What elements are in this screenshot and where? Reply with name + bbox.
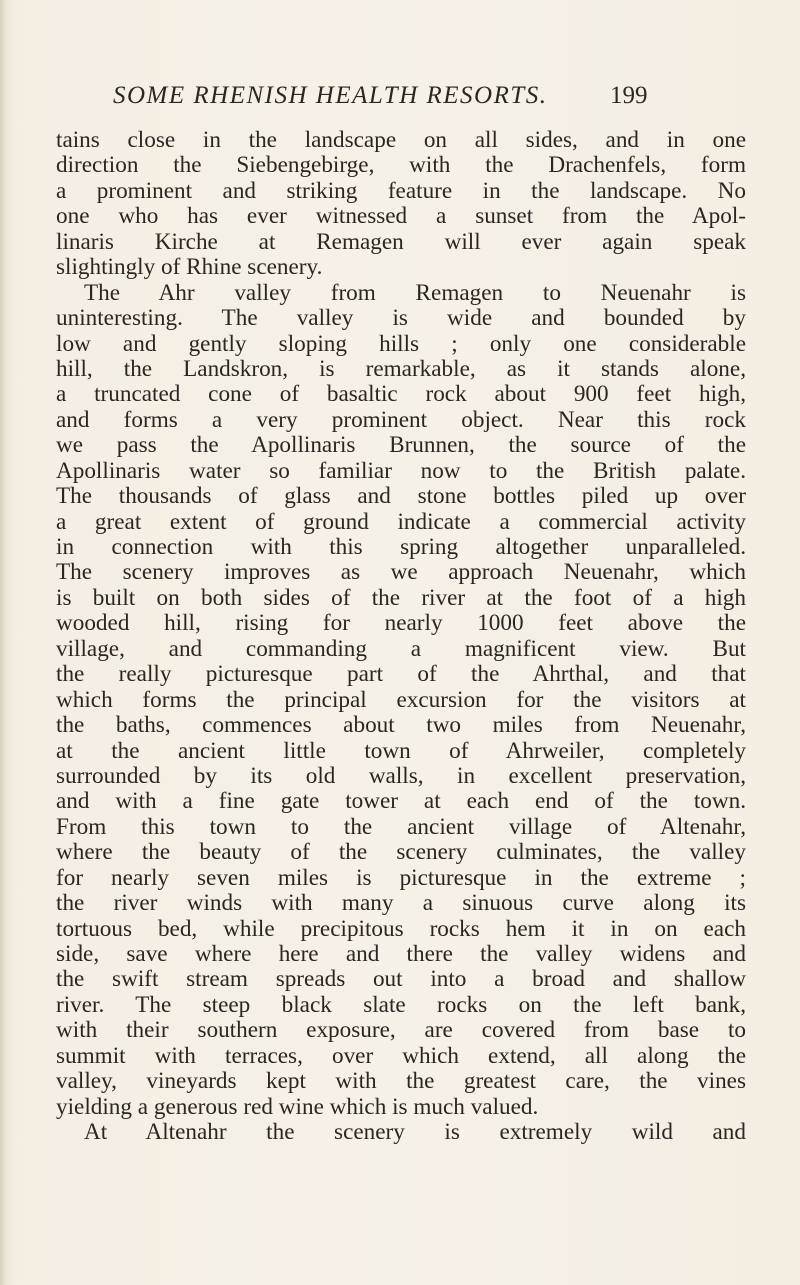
text-line: tains close in the landscape on all sides, and in one: [56, 127, 746, 153]
text-line: linaris Kirche at Remagen will ever again speak: [56, 228, 746, 255]
text-line: wooded hill, rising for nearly 1000 feet above the: [56, 610, 746, 637]
text-line: a great extent of ground indicate a commercial activity: [56, 508, 746, 535]
text-line: valley, vineyards kept with the greatest care, the vines: [56, 1068, 746, 1095]
text-line: a prominent and striking feature in the landscape. No: [56, 177, 746, 204]
text-line: the baths, commences about two miles from Neuenahr,: [56, 712, 746, 739]
running-title: SOME RHENISH HEALTH RESORTS.: [113, 82, 548, 109]
text-line: at the ancient little town of Ahrweiler, completely: [56, 737, 746, 764]
text-line: Apollinaris water so familiar now to the British palate.: [56, 457, 746, 484]
text-line: tortuous bed, while precipitous rocks hem it in on each: [56, 915, 746, 942]
text-line: From this town to the ancient village of Altenahr,: [56, 813, 746, 840]
page-number: 199: [610, 82, 648, 109]
text-line: the swift stream spreads out into a broad and shallow: [56, 966, 746, 993]
text-line: side, save where here and there the valley widens and: [56, 941, 746, 967]
text-line: yielding a generous red wine which is much valued.: [56, 1093, 539, 1120]
text-line: hill, the Landskron, is remarkable, as it stands alone,: [56, 355, 746, 382]
text-line: The thousands of glass and stone bottles piled up over: [56, 483, 746, 510]
text-line: The scenery improves as we approach Neuenahr, which: [56, 559, 746, 586]
text-line-paragraph-start: The Ahr valley from Remagen to Neuenahr is: [84, 279, 746, 306]
text-line-paragraph-start: At Altenahr the scenery is extremely wild and: [84, 1119, 746, 1146]
text-line: surrounded by its old walls, in excellent preservation,: [56, 762, 746, 789]
body-text: [56, 128, 746, 1146]
page-gutter-shadow: [0, 0, 6, 1285]
text-line: village, and commanding a magnificent view. But: [56, 635, 746, 662]
text-line: and with a fine gate tower at each end of the town.: [56, 788, 746, 815]
running-head: [0, 82, 800, 112]
text-line: which forms the principal excursion for the visitors at: [56, 686, 746, 713]
text-line: is built on both sides of the river at the foot of a high: [56, 584, 746, 611]
text-line: slightingly of Rhine scenery.: [56, 254, 323, 281]
text-line: the river winds with many a sinuous curve along its: [56, 890, 746, 917]
text-line: and forms a very prominent object. Near this rock: [56, 406, 746, 433]
text-line: river. The steep black slate rocks on the left bank,: [56, 991, 746, 1018]
text-line: the really picturesque part of the Ahrthal, and that: [56, 661, 746, 688]
text-line: direction the Siebengebirge, with the Drachenfels, form: [56, 152, 746, 179]
text-line: for nearly seven miles is picturesque in the extreme ;: [56, 864, 746, 891]
text-line: we pass the Apollinaris Brunnen, the source of the: [56, 432, 746, 459]
text-line: one who has ever witnessed a sunset from the Apol-: [56, 203, 746, 230]
text-line: uninteresting. The valley is wide and bounded by: [56, 305, 746, 332]
text-line: low and gently sloping hills ; only one considerable: [56, 330, 746, 357]
text-line: where the beauty of the scenery culminates, the valley: [56, 839, 746, 866]
text-line: with their southern exposure, are covered from base to: [56, 1017, 746, 1044]
text-line: a truncated cone of basaltic rock about 900 feet high,: [56, 381, 746, 408]
text-line: summit with terraces, over which extend, all along the: [56, 1042, 746, 1069]
text-line: in connection with this spring altogether unparalleled.: [56, 534, 746, 560]
